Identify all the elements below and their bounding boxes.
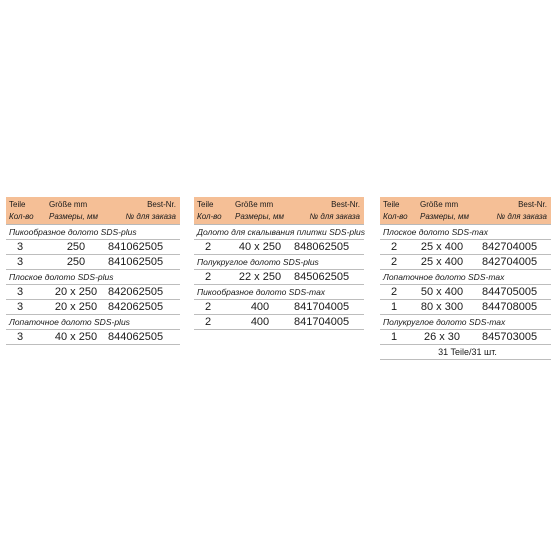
table-row <box>6 255 180 270</box>
table-row <box>6 330 180 345</box>
total-count: 31 Teile/31 шт. <box>380 345 551 360</box>
header-teile: Teile <box>383 200 400 209</box>
table-row <box>6 240 180 255</box>
order-number-cell: 841704005 <box>294 316 350 328</box>
order-number-cell: 841062505 <box>108 256 164 268</box>
table-row <box>194 270 364 285</box>
qty-cell: 3 <box>16 331 24 343</box>
size-cell: 25 x 400 <box>420 241 464 253</box>
size-cell: 40 x 250 <box>54 331 98 343</box>
parts-table-3 <box>380 197 551 360</box>
size-cell: 40 x 250 <box>238 241 282 253</box>
header-kolvo: Кол-во <box>383 212 408 221</box>
qty-cell: 3 <box>16 241 24 253</box>
qty-cell: 2 <box>390 256 398 268</box>
header-bestnr: Best-Nr. <box>331 200 360 209</box>
section-title: Долото для скалывания плитки SDS-plus <box>194 225 364 240</box>
header-bestnr: Best-Nr. <box>518 200 547 209</box>
header-groesse: Größe mm <box>420 200 459 209</box>
qty-cell: 3 <box>16 301 24 313</box>
qty-cell: 2 <box>390 286 398 298</box>
order-number-cell: 842704005 <box>482 256 538 268</box>
header-groesse: Größe mm <box>49 200 88 209</box>
section-title: Пикообразное долото SDS-max <box>194 285 364 300</box>
header-zakaz: № для заказа <box>309 212 360 221</box>
size-cell: 20 x 250 <box>54 301 98 313</box>
size-cell: 22 x 250 <box>238 271 282 283</box>
header-kolvo: Кол-во <box>197 212 222 221</box>
header-teile: Teile <box>9 200 26 209</box>
order-number-cell: 845703005 <box>482 331 538 343</box>
size-cell: 20 x 250 <box>54 286 98 298</box>
parts-table-2 <box>194 197 364 330</box>
section-title: Лопаточное долото SDS-plus <box>6 315 180 330</box>
order-number-cell: 841704005 <box>294 301 350 313</box>
order-number-cell: 845062505 <box>294 271 350 283</box>
qty-cell: 2 <box>204 316 212 328</box>
order-number-cell: 842062505 <box>108 301 164 313</box>
table-row <box>194 300 364 315</box>
section-title: Полукруглое долото SDS-max <box>380 315 551 330</box>
table-row <box>380 255 551 270</box>
qty-cell: 3 <box>16 286 24 298</box>
qty-cell: 2 <box>204 301 212 313</box>
table-header <box>6 197 180 225</box>
table-row <box>6 300 180 315</box>
section-title: Пикообразное долото SDS-plus <box>6 225 180 240</box>
qty-cell: 2 <box>204 241 212 253</box>
header-teile: Teile <box>197 200 214 209</box>
order-number-cell: 844705005 <box>482 286 538 298</box>
size-cell: 400 <box>250 316 270 328</box>
order-number-cell: 842062505 <box>108 286 164 298</box>
table-header <box>380 197 551 225</box>
table-header <box>194 197 364 225</box>
table-row <box>380 300 551 315</box>
qty-cell: 3 <box>16 256 24 268</box>
table-row <box>380 330 551 345</box>
qty-cell: 1 <box>390 331 398 343</box>
size-cell: 26 x 30 <box>423 331 461 343</box>
order-number-cell: 842704005 <box>482 241 538 253</box>
header-zakaz: № для заказа <box>125 212 176 221</box>
header-groesse: Größe mm <box>235 200 274 209</box>
qty-cell: 2 <box>390 241 398 253</box>
header-bestnr: Best-Nr. <box>147 200 176 209</box>
parts-table-1 <box>6 197 180 345</box>
order-number-cell: 841062505 <box>108 241 164 253</box>
order-number-cell: 844708005 <box>482 301 538 313</box>
table-row <box>194 315 364 330</box>
size-cell: 50 x 400 <box>420 286 464 298</box>
header-razmery: Размеры, мм <box>235 212 284 221</box>
header-razmery: Размеры, мм <box>420 212 469 221</box>
size-cell: 80 x 300 <box>420 301 464 313</box>
table-row <box>380 285 551 300</box>
size-cell: 25 x 400 <box>420 256 464 268</box>
header-zakaz: № для заказа <box>496 212 547 221</box>
order-number-cell: 844062505 <box>108 331 164 343</box>
section-title: Плоское долото SDS-plus <box>6 270 180 285</box>
qty-cell: 2 <box>204 271 212 283</box>
order-number-cell: 848062505 <box>294 241 350 253</box>
section-title: Плоское долото SDS-max <box>380 225 551 240</box>
section-title: Лопаточное долото SDS-max <box>380 270 551 285</box>
table-row <box>194 240 364 255</box>
table-row <box>380 240 551 255</box>
size-cell: 250 <box>66 256 86 268</box>
size-cell: 400 <box>250 301 270 313</box>
size-cell: 250 <box>66 241 86 253</box>
qty-cell: 1 <box>390 301 398 313</box>
section-title: Полукруглое долото SDS-plus <box>194 255 364 270</box>
header-kolvo: Кол-во <box>9 212 34 221</box>
header-razmery: Размеры, мм <box>49 212 98 221</box>
table-row <box>6 285 180 300</box>
